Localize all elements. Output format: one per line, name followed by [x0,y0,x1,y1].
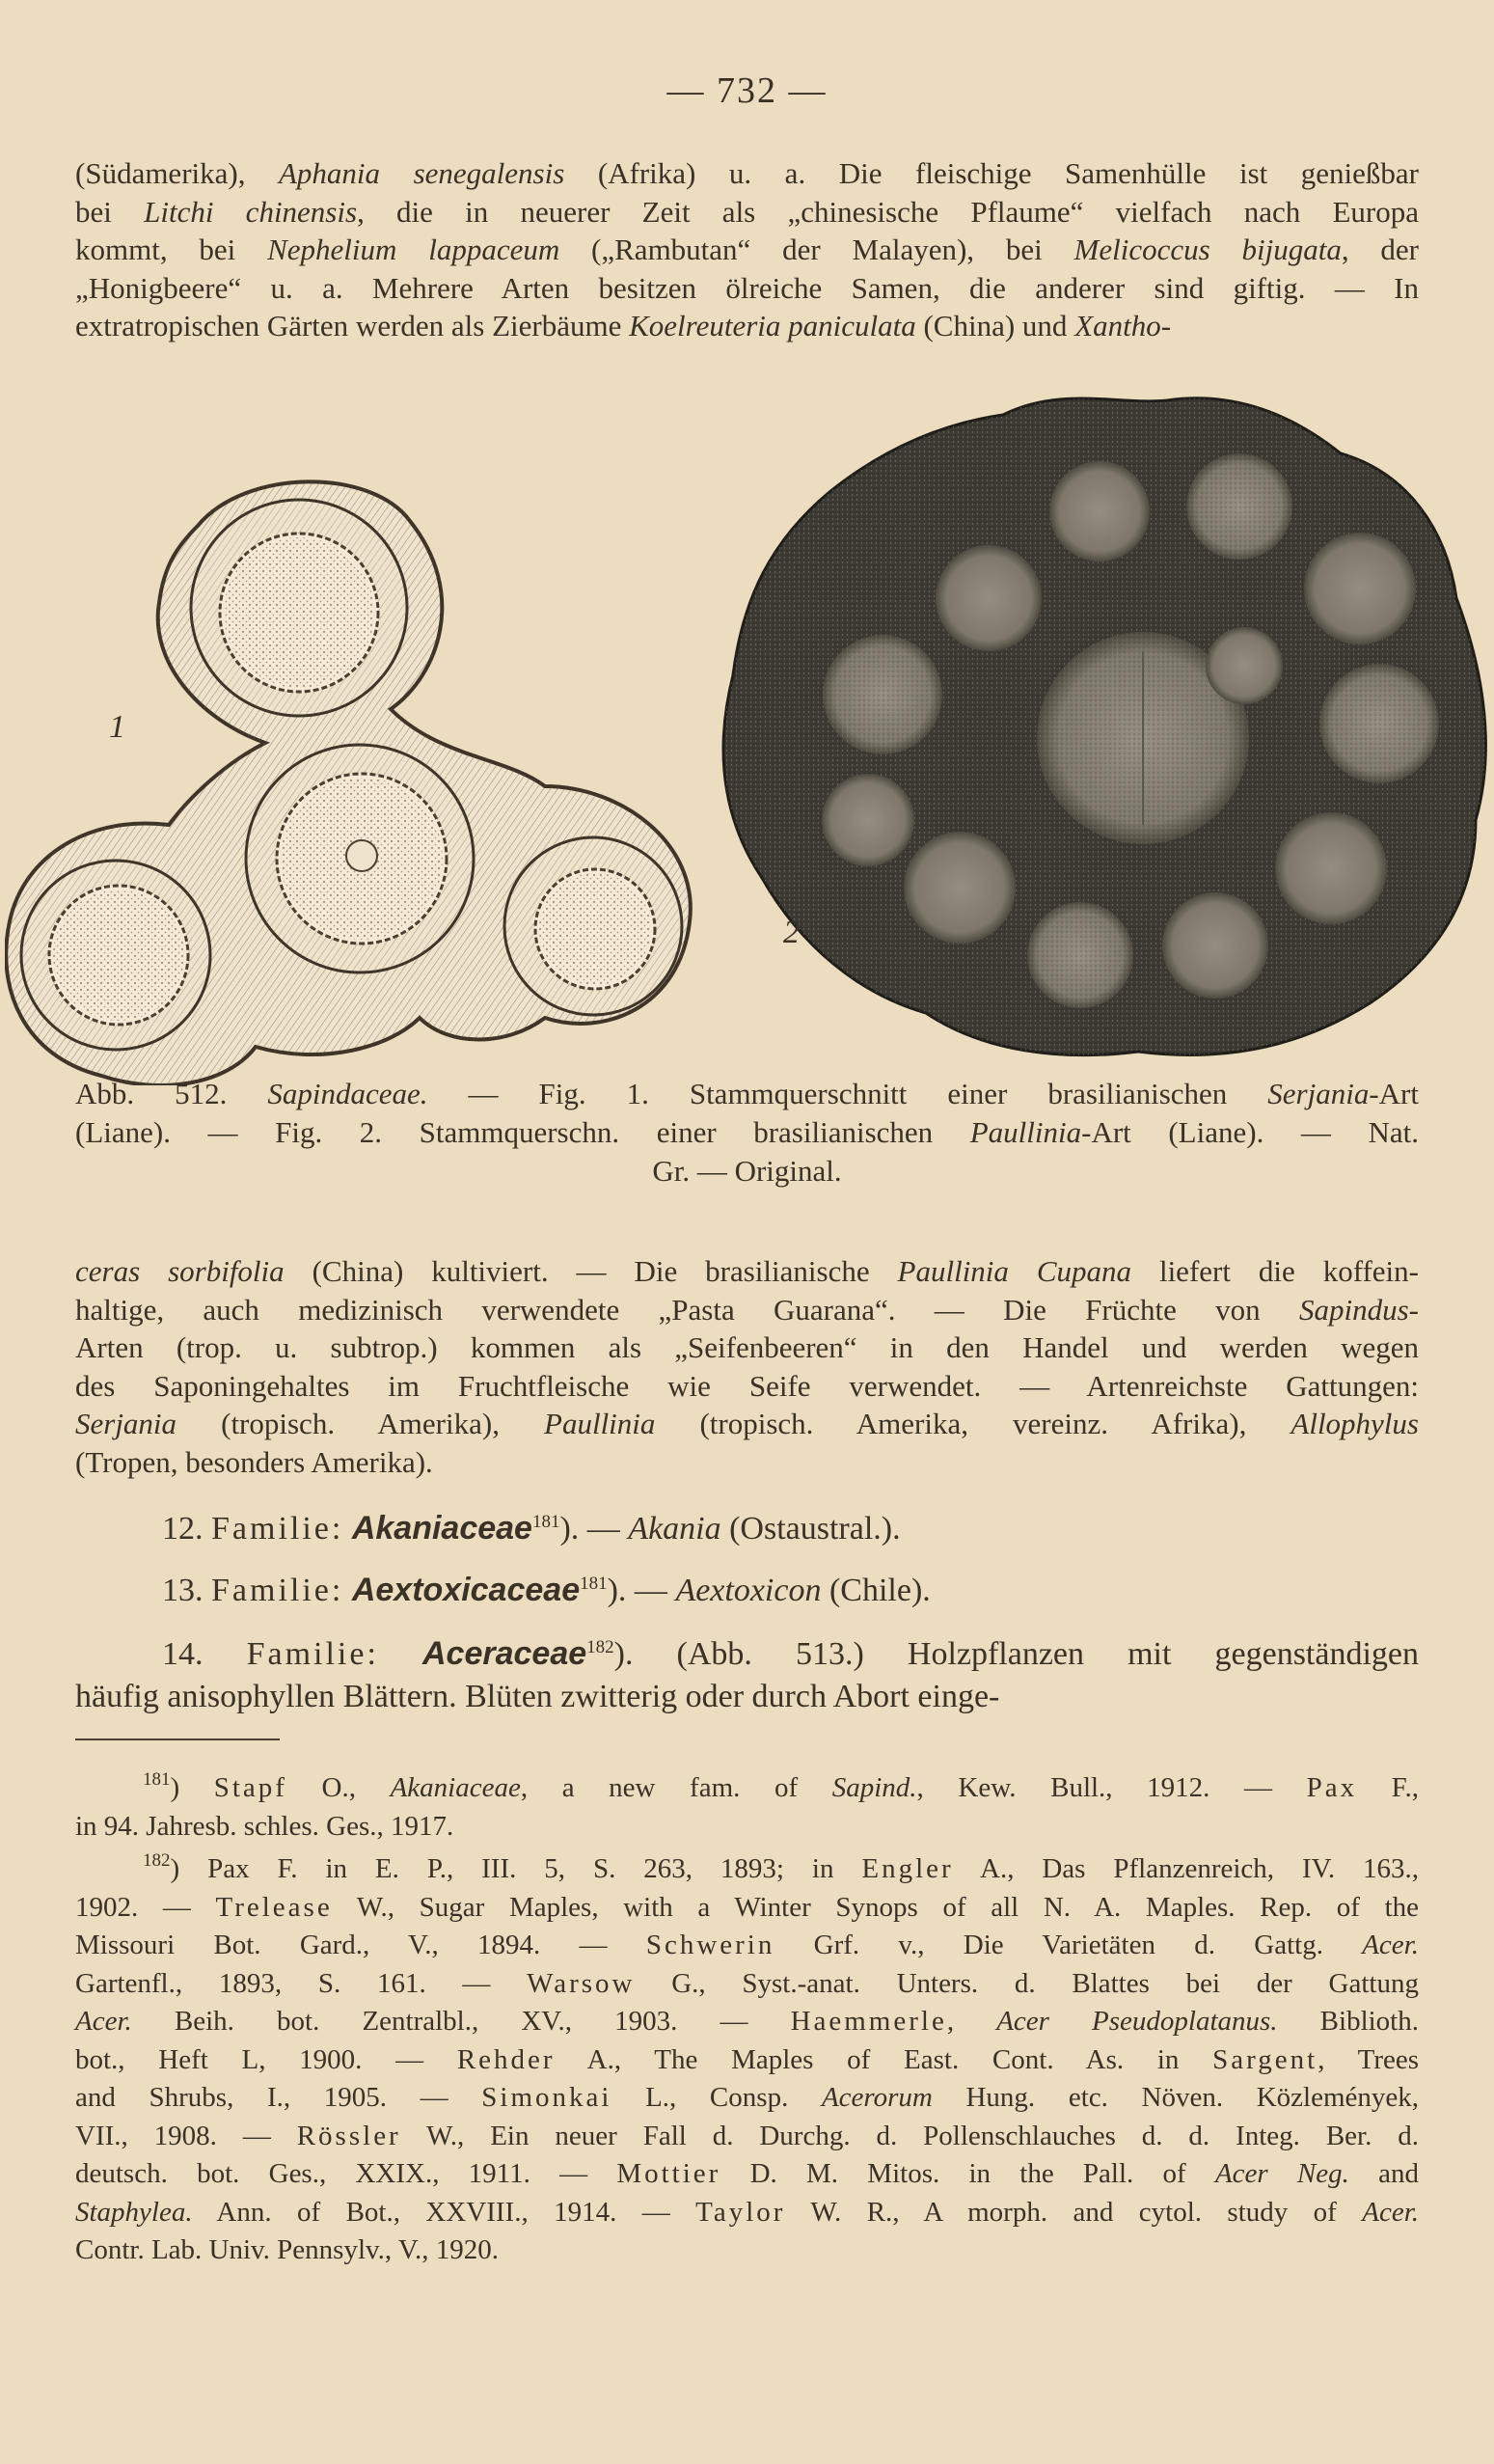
text-line [75,1152,1419,1191]
text-run: and Shrubs, I., 1905. — [75,2082,482,2113]
text-run: ). — [607,1573,676,1608]
family-13 [75,1569,1419,1612]
text-run: , der [1341,233,1420,266]
text-run: Arten (trop. u. subtrop.) kommen als „Seifenbeeren“ in den Handel und werden wegen [75,1330,1419,1364]
text-line [75,1405,1419,1443]
author-name: Taylor [695,2196,786,2228]
author-name: Pax [1306,1772,1358,1803]
text-line [75,231,1419,269]
figure-2-paullinia-cross-section [714,386,1494,1076]
text-run: Hung. etc. Növen. Közlemények, [932,2082,1419,2113]
text-run: A., Das Pflanzenreich, IV. 163., [953,1853,1419,1884]
text-run: deutsch. bot. Ges., XXIX., 1911. — [75,2158,617,2189]
italic-run: Serjania [1267,1077,1370,1110]
text-run: (Ostaustral.). [720,1511,901,1547]
text-run: D. M. Mitos. in the Pall. of [720,2158,1215,2189]
footnote-line [75,2194,1419,2232]
family-14 [75,1632,1419,1718]
text-line [75,1113,1419,1152]
text-run: A., The Maples of East. Cont. As. in [555,2043,1213,2075]
author-name: Simonkai [481,2082,612,2113]
text-run: extratropischen Gärten werden als Zierbäume [75,309,630,342]
text-line [75,154,1419,193]
text-run: des Saponingehaltes im Fruchtfleische wie Seife verwendet. — Artenreichste Gattungen: [75,1368,1419,1403]
footnote-181 [75,1769,1419,1846]
text-line [75,1367,1419,1406]
italic-run: Acer. [1362,1930,1419,1960]
footnote-line [75,1889,1419,1928]
family-name: Aceraceae [421,1635,587,1672]
author-name: Warsow [527,1967,636,1999]
footnote-line [75,1808,1419,1847]
italic-run: Acer Neg. [1214,2158,1349,2189]
text-run: haltige, auch medizinisch verwendete „Pasta Guarana“. — Die Früchte von [75,1292,1299,1327]
text-run: („Rambutan“ der Malayen), bei [559,233,1074,266]
footnote-line [75,2231,1419,2270]
author-name: Rehder [456,2043,556,2075]
text-run: Beih. bot. Zentralbl., XV., 1903. — [131,2006,791,2037]
footnote-line [75,1769,1419,1808]
text-run: (China) und [915,309,1075,342]
text-run: VII., 1908. — [75,2120,297,2151]
italic-run: Sapind. [831,1772,917,1803]
text-run: ) [170,1772,214,1803]
footnote-line [75,2041,1419,2080]
text-run: , a new fam. of [520,1772,832,1803]
text-run: ). (Abb. 513.) Holzpflanzen mit gegenständigen [613,1636,1419,1672]
italic-run: Xantho- [1074,309,1172,342]
text-run: Ann. of Bot., XXVIII., 1914. — [192,2196,696,2228]
italic-run: Nephelium lappaceum [267,233,560,266]
author-name: Sargent [1212,2043,1318,2075]
family-name: Aextoxicaceae [351,1572,581,1608]
figure-1-serjania-cross-section [5,468,699,1090]
continuation-paragraph [75,1252,1419,1481]
text-run: — Fig. 1. Stammquerschnitt einer brasilianischen [427,1077,1268,1110]
text-run: bei [75,194,145,229]
figure-label-2: 2 [783,915,800,950]
family-word: Familie: [211,1573,344,1608]
text-line [75,269,1419,308]
italic-run: Paullinia [969,1115,1082,1149]
text-run: (tropisch. Amerika, vereinz. Afrika), [655,1407,1291,1440]
text-line [75,307,1419,345]
italic-run: ceras sorbifolia [75,1254,285,1288]
text-run: (Chile). [821,1573,931,1608]
text-run: 1902. — [75,1891,216,1923]
footnote-ref: 181 [580,1574,608,1594]
family-word: Familie: [246,1636,379,1672]
author-name: Stapf [213,1772,287,1803]
text-run: (China) kultiviert. — Die brasilianische [284,1254,898,1288]
footnote-182 [75,1850,1419,2270]
family-line [75,1632,1419,1676]
family-number: 13. [162,1573,211,1608]
text-run: liefert die koffein- [1131,1254,1419,1288]
text-run: ) Pax F. in E. P., III. 5, S. 263, 1893; in [170,1853,862,1884]
italic-run: Aextoxicon [675,1573,822,1608]
figure-512 [0,386,1494,1081]
italic-run: Melicoccus bijugata [1073,233,1342,266]
text-run: Gr. — Original. [652,1154,842,1188]
footnote-marker: 182 [143,1850,171,1871]
footnote-divider [75,1738,280,1740]
text-line [75,1252,1419,1291]
family-line [75,1676,1419,1718]
text-run: Biblioth. [1277,2006,1419,2037]
footnote-line [75,2118,1419,2156]
text-run: (Tropen, besonders Amerika). [75,1444,433,1479]
family-line [75,1507,1419,1550]
page-number: — 732 — [666,70,828,111]
italic-run: Litchi chinensis [144,194,358,229]
serjania-stem-illustration [5,468,699,1085]
text-run: , [946,2006,997,2037]
text-run: Contr. Lab. Univ. Pennsylv., V., 1920. [75,2234,500,2265]
text-run: (tropisch. Amerika), [177,1407,545,1440]
intro-paragraph [75,154,1419,345]
footnote-line [75,1927,1419,1965]
text-run: -Art [1369,1077,1419,1110]
text-run: (Afrika) u. a. Die fleischige Samenhülle ist genießbar [564,156,1419,190]
text-run: ). — [559,1511,629,1547]
footnote-line [75,1965,1419,2004]
text-run: häufig anisophyllen Blättern. Blüten zwitterig oder durch Abort einge- [75,1679,1000,1714]
text-run: F., [1357,1772,1419,1803]
text-run: , die in neuerer Zeit als „chinesische Pflaume“ vielfach nach Europa [357,194,1419,229]
text-run: „Honigbeere“ u. a. Mehrere Arten besitzen ölreiche Samen, die anderer sind giftig. — In [75,270,1419,305]
family-line [75,1569,1419,1612]
text-run: and [1348,2158,1420,2189]
italic-run: Paullinia [544,1407,656,1440]
text-run: L., Consp. [611,2082,822,2113]
italic-run: Serjania [75,1407,177,1440]
text-run: (Südamerika), [75,156,279,190]
figure-label-1: 1 [109,709,125,745]
italic-run: Akania [628,1511,721,1547]
italic-run: Acer. [75,2006,132,2037]
author-name: Haemmerle [790,2006,947,2037]
text-run: Abb. 512. [75,1077,268,1110]
text-run: in 94. Jahresb. schles. Ges., 1917. [75,1810,454,1842]
italic-run: Sapindaceae. [267,1077,428,1110]
text-run: O., [286,1772,391,1803]
family-number: 14. [162,1636,247,1672]
text-run: Gartenfl., 1893, S. 161. — [75,1967,528,1999]
family-name: Akaniaceae [351,1510,532,1547]
text-run: , Trees [1317,2043,1419,2075]
author-name: Schwerin [645,1930,775,1960]
family-word: Familie: [211,1511,344,1547]
author-name: Engler [861,1853,954,1884]
italic-run: Akaniaceae [390,1772,521,1803]
text-run: W., Sugar Maples, with a Winter Synops of all N. A. Maples. Rep. of the [332,1891,1419,1923]
italic-run: Koelreuteria paniculata [629,309,916,342]
text-line [75,193,1419,232]
author-name: Rössler [296,2120,401,2151]
footnote-line [75,2155,1419,2194]
text-run: W. R., A morph. and cytol. study of [785,2196,1363,2228]
italic-run: Acer. [1362,2196,1420,2228]
text-run: W., Ein neuer Fall d. Durchg. d. Pollenschlauches d. d. Integ. Ber. d. [400,2120,1419,2151]
family-12 [75,1507,1419,1550]
footnote-line [75,1850,1419,1889]
text-run: Missouri Bot. Gard., V., 1894. — [75,1930,646,1960]
author-name: Trelease [215,1891,333,1923]
family-number: 12. [162,1511,211,1547]
text-run: G., Syst.-anat. Unters. d. Blattes bei der Gattung [635,1967,1419,1999]
italic-run: Staphylea. [75,2196,193,2228]
italic-run: Acerorum [821,2082,933,2113]
text-run: Grf. v., Die Varietäten d. Gattg. [774,1930,1363,1960]
text-line [75,1075,1419,1113]
footnote-ref: 181 [531,1512,560,1532]
footnote-marker: 181 [143,1769,171,1790]
italic-run: Aphania senegalensis [279,156,565,190]
text-line [75,1291,1419,1329]
author-name: Mottier [616,2158,721,2189]
text-run: (Liane). — Fig. 2. Stammquerschn. einer brasilianischen [75,1115,970,1149]
italic-run: Sapindus- [1299,1292,1419,1327]
footnote-ref: 182 [586,1637,614,1657]
text-run: , Kew. Bull., 1912. — [916,1772,1307,1803]
italic-run: Allophylus [1290,1407,1419,1440]
text-line [75,1443,1419,1482]
italic-run: Paullinia Cupana [897,1254,1132,1288]
text-run: bot., Heft L, 1900. — [75,2043,457,2075]
text-run: kommt, bei [75,233,268,266]
paullinia-stem-photograph [714,386,1494,1071]
text-run: -Art (Liane). — Nat. [1081,1115,1419,1149]
footnote-line [75,2003,1419,2041]
figure-caption [75,1075,1419,1191]
italic-run: Acer Pseudoplatanus. [996,2006,1278,2037]
footnote-line [75,2079,1419,2118]
text-line [75,1328,1419,1367]
